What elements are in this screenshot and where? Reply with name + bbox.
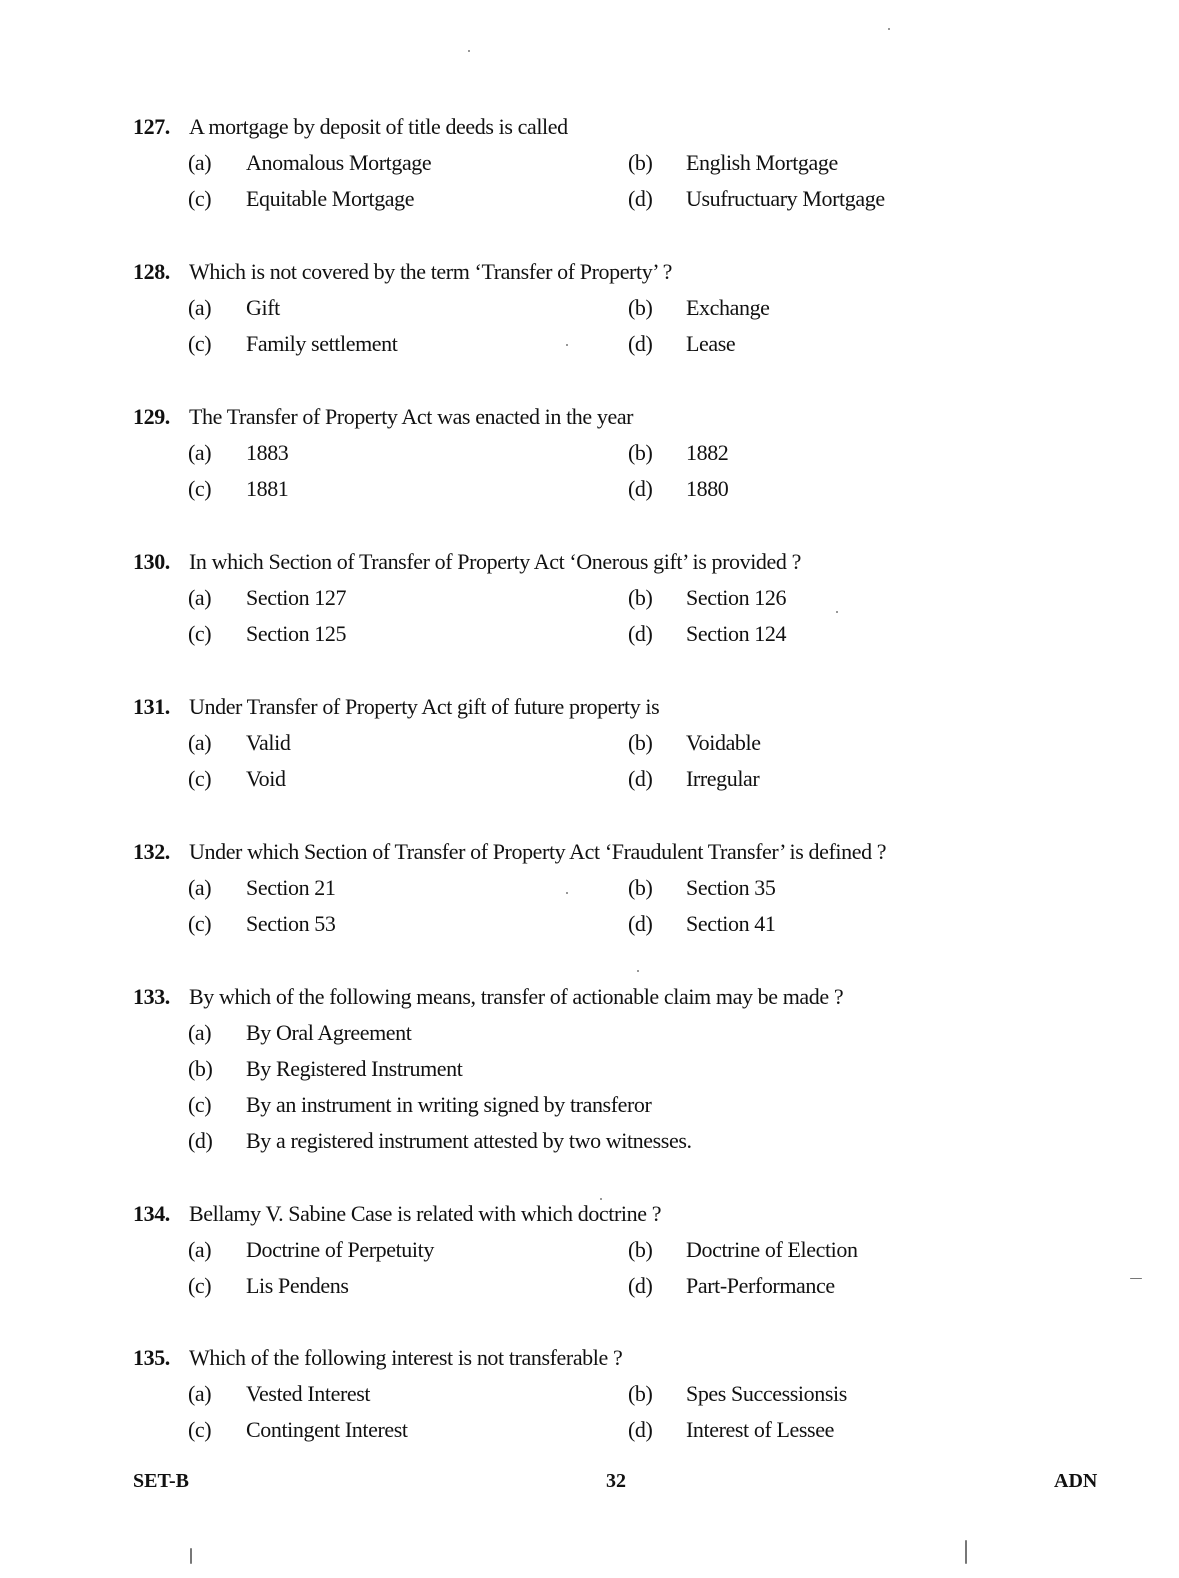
question-number: 130. — [133, 549, 170, 574]
question-number: 128. — [133, 259, 170, 284]
question-131: 131. Under Transfer of Property Act gift of future property is (a) Valid (b) Voidable (c) Void (d) Irregular — [133, 689, 1133, 797]
question-130: 130. In which Section of Transfer of Property Act ‘Onerous gift’ is provided ? (a) Section 127 (b) Section 126 (c) Section 125 (d) Section 124 — [133, 544, 1133, 652]
question-number: 131. — [133, 694, 170, 719]
page-number: 32 — [606, 1470, 626, 1492]
scan-speck — [637, 970, 639, 972]
question-135: 135. Which of the following interest is not transferable ? (a) Vested Interest (b) Spes Successionsis (c) Contingent Interest (d) Interest of Lessee — [133, 1340, 1133, 1448]
question-134: 134. Bellamy V. Sabine Case is related with which doctrine ? (a) Doctrine of Perpetuity (b) Doctrine of Election (c) Lis Pendens (d) Part-Performance — [133, 1196, 1133, 1304]
question-text: Under Transfer of Property Act gift of future property is — [189, 694, 660, 719]
question-133: 133. By which of the following means, transfer of actionable claim may be made ? (a) By Oral Agreement (b) By Registered Instrument (c) By an instrument in writing signed by transferor (d) By a registered instrument attested by two witnesses. — [133, 979, 1133, 1159]
question-number: 135. — [133, 1345, 170, 1370]
question-132: 132. Under which Section of Transfer of Property Act ‘Fraudulent Transfer’ is defined ? (a) Section 21 (b) Section 35 (c) Section 53 (d) Section 41 — [133, 834, 1133, 942]
question-number: 127. — [133, 114, 170, 139]
scan-speck — [566, 344, 568, 346]
set-label: SET-B — [133, 1470, 189, 1492]
question-text: Bellamy V. Sabine Case is related with which doctrine ? — [189, 1201, 662, 1226]
question-number: 134. — [133, 1201, 170, 1226]
question-128: 128. Which is not covered by the term ‘Transfer of Property’ ? (a) Gift (b) Exchange (c) Family settlement (d) Lease — [133, 254, 1133, 362]
question-text: Which is not covered by the term ‘Transfer of Property’ ? — [189, 259, 673, 284]
scan-speck — [600, 1198, 602, 1200]
question-text: In which Section of Transfer of Property Act ‘Onerous gift’ is provided ? — [189, 549, 801, 574]
question-text: Under which Section of Transfer of Property Act ‘Fraudulent Transfer’ is defined ? — [189, 839, 887, 864]
question-text: A mortgage by deposit of title deeds is called — [189, 114, 568, 139]
question-number: 132. — [133, 839, 170, 864]
question-number: 129. — [133, 404, 170, 429]
scan-speck — [566, 892, 568, 894]
scan-speck — [190, 1548, 192, 1564]
question-text: The Transfer of Property Act was enacted in the year — [189, 404, 634, 429]
scan-speck — [888, 28, 890, 30]
question-number: 133. — [133, 984, 170, 1009]
question-127: 127. A mortgage by deposit of title deeds is called (a) Anomalous Mortgage (b) English Mortgage (c) Equitable Mortgage (d) Usufructuary Mortgage — [133, 109, 1133, 217]
scan-speck — [1130, 1278, 1142, 1279]
scan-speck — [468, 50, 470, 52]
question-129: 129. The Transfer of Property Act was enacted in the year (a) 1883 (b) 1882 (c) 1881 (d) 1880 — [133, 399, 1133, 507]
scan-speck — [836, 611, 838, 613]
question-text: Which of the following interest is not transferable ? — [189, 1345, 623, 1370]
question-text: By which of the following means, transfer of actionable claim may be made ? — [189, 984, 844, 1009]
scan-speck — [965, 1540, 967, 1564]
booklet-code: ADN — [1054, 1470, 1098, 1492]
page-footer — [0, 1466, 1179, 1496]
